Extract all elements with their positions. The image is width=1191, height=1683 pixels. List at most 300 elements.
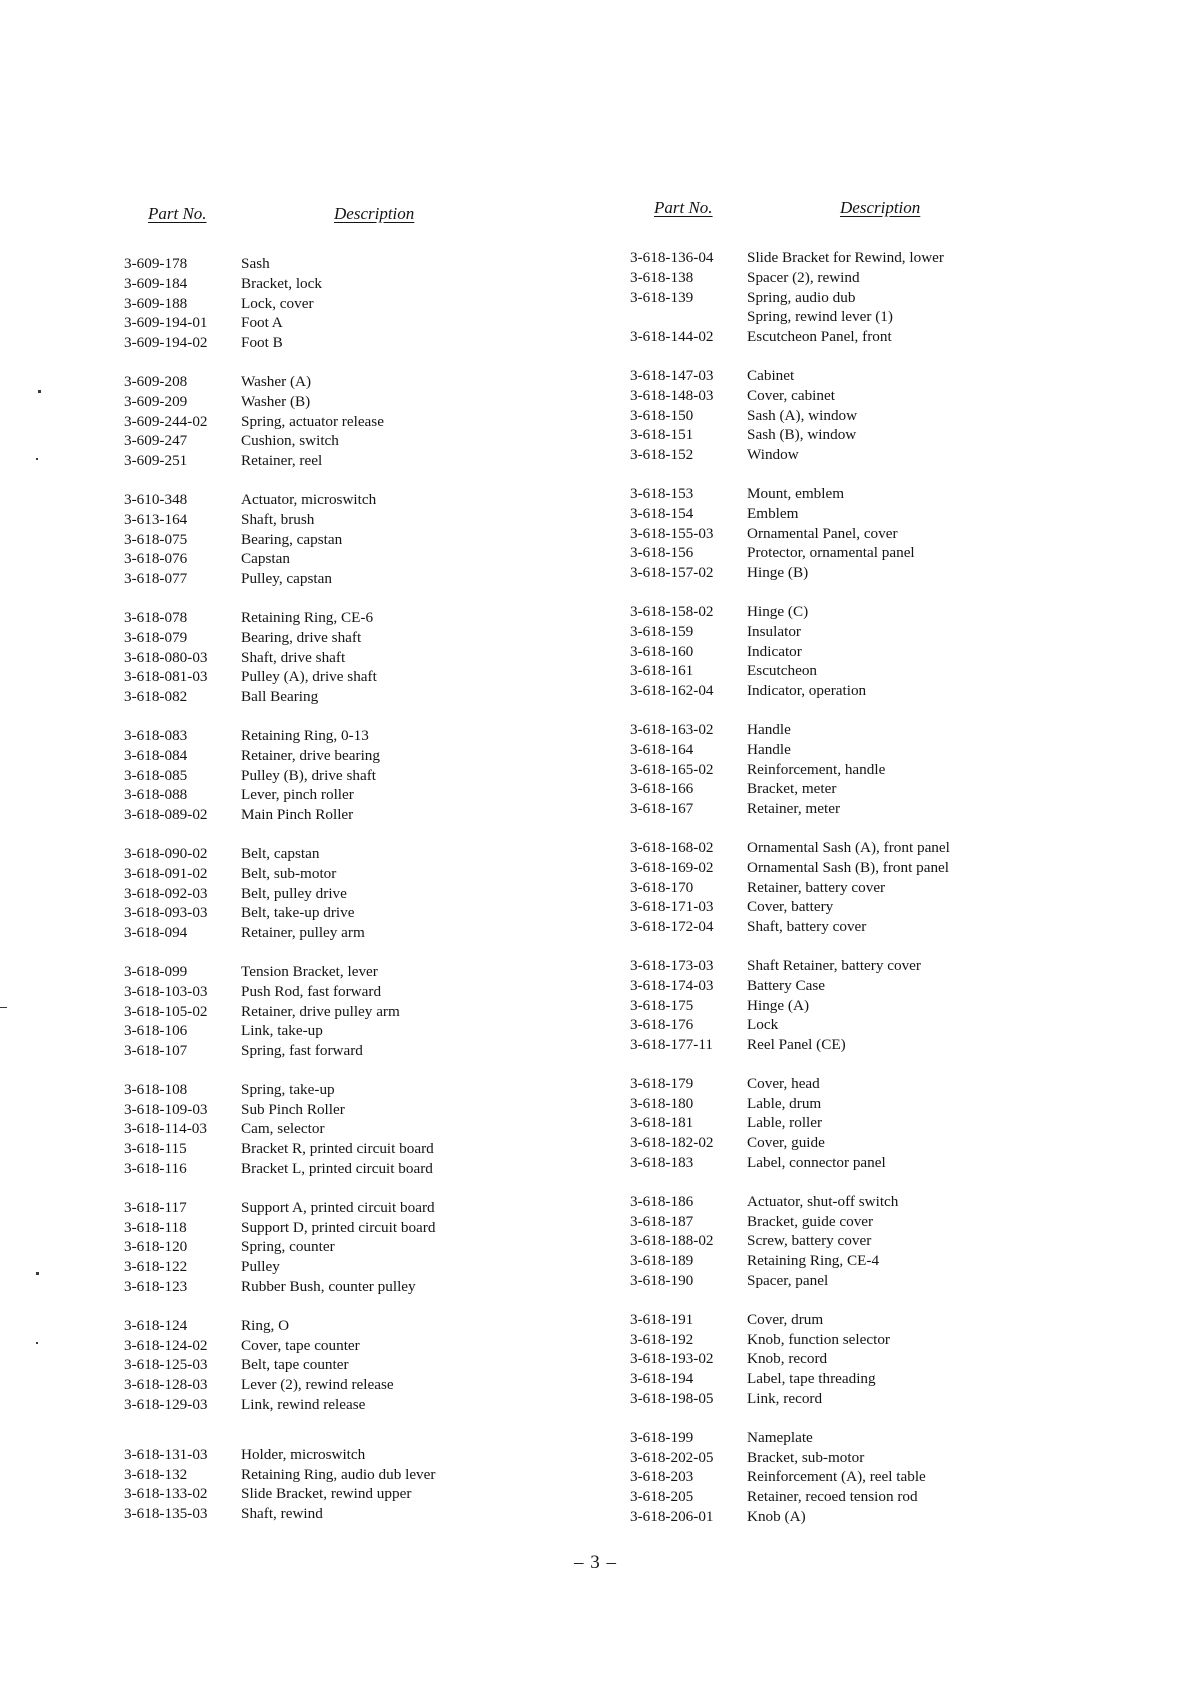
part-number: 3-618-128-03 bbox=[124, 1376, 208, 1394]
part-number: 3-618-150 bbox=[630, 406, 694, 424]
part-row bbox=[630, 1113, 1050, 1133]
part-number: 3-618-082 bbox=[124, 688, 188, 706]
part-row bbox=[630, 1467, 1050, 1487]
part-number: 3-609-184 bbox=[124, 274, 188, 292]
part-description: Handle bbox=[747, 720, 791, 738]
part-description: Belt, capstan bbox=[241, 844, 320, 862]
part-number: 3-618-085 bbox=[124, 766, 188, 784]
part-number: 3-618-155-03 bbox=[630, 524, 714, 542]
part-description: Washer (A) bbox=[241, 372, 312, 390]
part-description: Pulley (A), drive shaft bbox=[241, 668, 377, 686]
scan-speck bbox=[36, 458, 38, 460]
right-parts-list bbox=[630, 248, 1050, 1527]
part-number: 3-618-077 bbox=[124, 570, 188, 588]
part-description: Foot A bbox=[241, 314, 283, 332]
part-description: Indicator bbox=[747, 642, 802, 660]
part-number: 3-618-109-03 bbox=[124, 1100, 208, 1118]
part-number: 3-618-153 bbox=[630, 484, 694, 502]
part-number: 3-618-181 bbox=[630, 1114, 694, 1132]
part-row bbox=[124, 1445, 544, 1465]
part-description: Ornamental Sash (A), front panel bbox=[747, 838, 950, 856]
scan-speck bbox=[0, 1007, 7, 1008]
part-description: Cover, battery bbox=[747, 898, 834, 916]
part-row bbox=[630, 1487, 1050, 1507]
part-row bbox=[630, 1507, 1050, 1527]
part-description: Spacer, panel bbox=[747, 1272, 829, 1290]
part-number: 3-618-132 bbox=[124, 1465, 188, 1483]
part-description: Shaft, drive shaft bbox=[241, 648, 346, 666]
part-description: Ball Bearing bbox=[241, 688, 319, 706]
part-description: Shaft Retainer, battery cover bbox=[747, 956, 921, 974]
part-row bbox=[630, 327, 1050, 347]
part-number: 3-618-203 bbox=[630, 1468, 694, 1486]
part-row bbox=[630, 878, 1050, 898]
part-row bbox=[124, 1159, 544, 1179]
part-row bbox=[124, 726, 544, 746]
part-row bbox=[630, 445, 1050, 465]
part-description: Knob, function selector bbox=[747, 1330, 890, 1348]
part-number: 3-618-157-02 bbox=[630, 564, 714, 582]
part-description: Escutcheon Panel, front bbox=[747, 328, 892, 346]
part-number: 3-610-348 bbox=[124, 490, 188, 508]
part-row bbox=[124, 510, 544, 530]
part-row bbox=[630, 720, 1050, 740]
part-description: Holder, microswitch bbox=[241, 1445, 366, 1463]
part-number: 3-618-194 bbox=[630, 1370, 694, 1388]
part-row bbox=[124, 844, 544, 864]
part-description: Link, take-up bbox=[241, 1022, 323, 1040]
part-row bbox=[630, 602, 1050, 622]
part-number: 3-618-175 bbox=[630, 996, 694, 1014]
part-description: Handle bbox=[747, 740, 791, 758]
part-number: 3-618-094 bbox=[124, 924, 188, 942]
part-number: 3-613-164 bbox=[124, 510, 188, 528]
parts-group bbox=[630, 956, 1050, 1055]
part-number: 3-618-166 bbox=[630, 780, 694, 798]
part-description: Shaft, battery cover bbox=[747, 918, 867, 936]
part-number: 3-618-199 bbox=[630, 1428, 694, 1446]
parts-group bbox=[630, 1074, 1050, 1173]
part-row bbox=[630, 661, 1050, 681]
scan-speck bbox=[38, 390, 41, 393]
part-description: Retainer, meter bbox=[747, 800, 841, 818]
part-number: 3-618-206-01 bbox=[630, 1508, 714, 1526]
part-number: 3-618-164 bbox=[630, 740, 694, 758]
part-description: Cover, head bbox=[747, 1074, 820, 1092]
part-description: Retainer, battery cover bbox=[747, 878, 886, 896]
part-number: 3-618-179 bbox=[630, 1074, 694, 1092]
part-number: 3-618-148-03 bbox=[630, 386, 714, 404]
part-description: Bracket R, printed circuit board bbox=[241, 1140, 434, 1158]
part-row bbox=[630, 484, 1050, 504]
part-description: Support D, printed circuit board bbox=[241, 1218, 436, 1236]
part-number: 3-618-172-04 bbox=[630, 918, 714, 936]
part-row bbox=[124, 333, 544, 353]
part-description: Retaining Ring, 0-13 bbox=[241, 726, 369, 744]
parts-group bbox=[630, 1192, 1050, 1291]
part-row bbox=[124, 1198, 544, 1218]
part-row bbox=[630, 1310, 1050, 1330]
part-number: 3-618-133-02 bbox=[124, 1485, 208, 1503]
part-number: 3-618-198-05 bbox=[630, 1390, 714, 1408]
part-row bbox=[124, 274, 544, 294]
part-number: 3-618-202-05 bbox=[630, 1448, 714, 1466]
part-row bbox=[630, 1035, 1050, 1055]
part-number: 3-618-190 bbox=[630, 1272, 694, 1290]
part-description: Retaining Ring, audio dub lever bbox=[241, 1465, 436, 1483]
part-description: Lever, pinch roller bbox=[241, 786, 354, 804]
part-description: Hinge (C) bbox=[747, 602, 809, 620]
part-number: 3-609-209 bbox=[124, 392, 188, 410]
part-row bbox=[124, 687, 544, 707]
part-number: 3-609-194-01 bbox=[124, 314, 208, 332]
parts-group bbox=[124, 1080, 544, 1179]
part-row bbox=[124, 628, 544, 648]
right-column bbox=[630, 198, 1050, 1546]
part-row bbox=[630, 838, 1050, 858]
parts-group bbox=[630, 838, 1050, 937]
part-number: 3-609-251 bbox=[124, 452, 188, 470]
part-number: 3-618-105-02 bbox=[124, 1002, 208, 1020]
left-parts-list bbox=[124, 254, 544, 1524]
part-description: Shaft, rewind bbox=[241, 1505, 323, 1523]
part-description: Reinforcement (A), reel table bbox=[747, 1468, 926, 1486]
part-number: 3-609-194-02 bbox=[124, 334, 208, 352]
part-row bbox=[124, 766, 544, 786]
part-description: Spring, rewind lever (1) bbox=[747, 308, 893, 326]
part-row bbox=[630, 1330, 1050, 1350]
part-number: 3-618-163-02 bbox=[630, 720, 714, 738]
part-row bbox=[630, 1231, 1050, 1251]
part-number: 3-618-118 bbox=[124, 1218, 187, 1236]
part-number: 3-618-139 bbox=[630, 288, 694, 306]
part-description: Lable, drum bbox=[747, 1094, 822, 1112]
part-row bbox=[630, 1094, 1050, 1114]
part-row bbox=[630, 1369, 1050, 1389]
part-number: 3-618-161 bbox=[630, 662, 694, 680]
part-description: Bracket, meter bbox=[747, 780, 837, 798]
part-description: Screw, battery cover bbox=[747, 1232, 872, 1250]
part-number: 3-618-115 bbox=[124, 1140, 187, 1158]
part-number: 3-618-135-03 bbox=[124, 1505, 208, 1523]
left-column bbox=[124, 204, 544, 1543]
part-description: Reinforcement, handle bbox=[747, 760, 886, 778]
part-description: Sub Pinch Roller bbox=[241, 1100, 345, 1118]
part-description: Cabinet bbox=[747, 366, 795, 384]
part-row bbox=[630, 996, 1050, 1016]
part-description: Retainer, drive bearing bbox=[241, 746, 380, 764]
part-description: Link, record bbox=[747, 1390, 823, 1408]
parts-group bbox=[124, 1198, 544, 1297]
part-description: Indicator, operation bbox=[747, 682, 867, 700]
part-description: Bearing, capstan bbox=[241, 530, 343, 548]
part-number: 3-618-144-02 bbox=[630, 328, 714, 346]
part-description: Retainer, recoed tension rod bbox=[747, 1488, 918, 1506]
part-description: Ornamental Panel, cover bbox=[747, 524, 898, 542]
part-row bbox=[124, 1277, 544, 1297]
part-number: 3-618-168-02 bbox=[630, 838, 714, 856]
parts-group bbox=[630, 1428, 1050, 1527]
part-number: 3-618-165-02 bbox=[630, 760, 714, 778]
part-description: Label, connector panel bbox=[747, 1154, 886, 1172]
part-row bbox=[630, 288, 1050, 308]
part-number: 3-618-174-03 bbox=[630, 976, 714, 994]
part-row bbox=[124, 884, 544, 904]
part-number: 3-618-075 bbox=[124, 530, 188, 548]
part-number: 3-618-182-02 bbox=[630, 1134, 714, 1152]
part-description: Cover, cabinet bbox=[747, 386, 835, 404]
parts-group bbox=[124, 490, 544, 589]
part-number: 3-618-078 bbox=[124, 608, 188, 626]
part-description: Pulley bbox=[241, 1258, 280, 1276]
part-row bbox=[124, 530, 544, 550]
part-description: Hinge (A) bbox=[747, 996, 809, 1014]
part-description: Washer (B) bbox=[241, 392, 311, 410]
part-description: Lable, roller bbox=[747, 1114, 823, 1132]
part-number: 3-618-183 bbox=[630, 1154, 694, 1172]
parts-group bbox=[124, 726, 544, 825]
part-row bbox=[630, 406, 1050, 426]
parts-group bbox=[124, 844, 544, 943]
part-description: Cushion, switch bbox=[241, 432, 339, 450]
part-number: 3-618-189 bbox=[630, 1252, 694, 1270]
part-description: Belt, sub-motor bbox=[241, 864, 337, 882]
part-number: 3-618-186 bbox=[630, 1192, 694, 1210]
part-number: 3-618-147-03 bbox=[630, 366, 714, 384]
part-description: Bracket, guide cover bbox=[747, 1212, 874, 1230]
part-row bbox=[124, 1395, 544, 1415]
part-number: 3-618-176 bbox=[630, 1016, 694, 1034]
part-number: 3-618-154 bbox=[630, 504, 694, 522]
part-number: 3-618-081-03 bbox=[124, 668, 208, 686]
part-number: 3-618-125-03 bbox=[124, 1356, 208, 1374]
part-row bbox=[124, 1041, 544, 1061]
part-number: 3-618-106 bbox=[124, 1022, 188, 1040]
part-description: Sash bbox=[241, 255, 270, 272]
part-row bbox=[630, 740, 1050, 760]
part-row bbox=[630, 897, 1050, 917]
part-description: Window bbox=[747, 446, 799, 464]
part-number: 3-618-080-03 bbox=[124, 648, 208, 666]
part-row bbox=[630, 1015, 1050, 1035]
parts-group bbox=[124, 962, 544, 1061]
parts-group bbox=[124, 608, 544, 707]
part-description: Lock, cover bbox=[241, 294, 314, 312]
part-description: Retaining Ring, CE-6 bbox=[241, 608, 374, 626]
part-number: 3-618-103-03 bbox=[124, 982, 208, 1000]
part-number: 3-618-120 bbox=[124, 1238, 188, 1256]
part-number: 3-618-089-02 bbox=[124, 806, 208, 824]
part-description: Hinge (B) bbox=[747, 564, 809, 582]
part-description: Nameplate bbox=[747, 1428, 813, 1446]
part-row bbox=[124, 1218, 544, 1238]
part-description: Slide Bracket for Rewind, lower bbox=[747, 249, 944, 266]
parts-group bbox=[124, 1445, 544, 1524]
part-number: 3-618-108 bbox=[124, 1080, 188, 1098]
part-description: Push Rod, fast forward bbox=[241, 982, 382, 1000]
part-row bbox=[124, 451, 544, 471]
part-description: Shaft, brush bbox=[241, 510, 315, 528]
part-description: Capstan bbox=[241, 550, 290, 568]
parts-group bbox=[630, 484, 1050, 583]
part-row bbox=[124, 254, 544, 274]
part-row bbox=[630, 1251, 1050, 1271]
part-description: Tension Bracket, lever bbox=[241, 962, 378, 980]
part-description: Bearing, drive shaft bbox=[241, 628, 362, 646]
part-row bbox=[630, 425, 1050, 445]
part-description: Cover, tape counter bbox=[241, 1336, 360, 1354]
part-description: Mount, emblem bbox=[747, 484, 845, 502]
part-row bbox=[124, 805, 544, 825]
part-number: 3-609-178 bbox=[124, 255, 188, 272]
part-row bbox=[124, 1336, 544, 1356]
part-row bbox=[630, 917, 1050, 937]
part-description: Belt, take-up drive bbox=[241, 904, 355, 922]
part-description: Retainer, reel bbox=[241, 452, 323, 470]
part-row bbox=[124, 962, 544, 982]
part-number: 3-618-079 bbox=[124, 628, 188, 646]
part-description: Bracket, sub-motor bbox=[747, 1448, 865, 1466]
part-number: 3-618-187 bbox=[630, 1212, 694, 1230]
part-number: 3-618-114-03 bbox=[124, 1120, 207, 1138]
part-number: 3-618-092-03 bbox=[124, 884, 208, 902]
part-number: 3-618-188-02 bbox=[630, 1232, 714, 1250]
part-description: Sash (A), window bbox=[747, 406, 858, 424]
scan-speck bbox=[36, 1342, 38, 1344]
part-row bbox=[630, 858, 1050, 878]
part-row bbox=[630, 976, 1050, 996]
part-description: Ring, O bbox=[241, 1316, 290, 1334]
part-row bbox=[124, 372, 544, 392]
parts-group bbox=[630, 720, 1050, 819]
part-row bbox=[630, 1428, 1050, 1448]
part-number: 3-609-188 bbox=[124, 294, 188, 312]
part-row bbox=[630, 1212, 1050, 1232]
part-description: Lever (2), rewind release bbox=[241, 1376, 394, 1394]
part-row bbox=[630, 642, 1050, 662]
parts-group bbox=[630, 602, 1050, 701]
part-description: Pulley (B), drive shaft bbox=[241, 766, 376, 784]
part-row bbox=[124, 1316, 544, 1336]
part-description: Cam, selector bbox=[241, 1120, 325, 1138]
part-number: 3-618-160 bbox=[630, 642, 694, 660]
part-row bbox=[124, 392, 544, 412]
part-description: Label, tape threading bbox=[747, 1370, 876, 1388]
part-row bbox=[630, 366, 1050, 386]
part-row bbox=[124, 667, 544, 687]
part-description: Lock bbox=[747, 1016, 779, 1034]
part-number: 3-618-167 bbox=[630, 800, 694, 818]
part-row bbox=[124, 1139, 544, 1159]
part-number: 3-618-170 bbox=[630, 878, 694, 896]
part-row bbox=[630, 1153, 1050, 1173]
part-row bbox=[630, 504, 1050, 524]
part-description: Actuator, shut-off switch bbox=[747, 1192, 899, 1210]
part-number: 3-618-129-03 bbox=[124, 1396, 208, 1414]
part-row bbox=[630, 1074, 1050, 1094]
part-description: Slide Bracket, rewind upper bbox=[241, 1485, 412, 1503]
parts-group bbox=[630, 366, 1050, 465]
part-row bbox=[124, 313, 544, 333]
part-row bbox=[124, 608, 544, 628]
part-row bbox=[124, 1100, 544, 1120]
part-row bbox=[124, 1375, 544, 1395]
part-row bbox=[630, 760, 1050, 780]
parts-group bbox=[124, 372, 544, 471]
part-number: 3-618-090-02 bbox=[124, 844, 208, 862]
part-number: 3-618-192 bbox=[630, 1330, 694, 1348]
part-row bbox=[630, 386, 1050, 406]
part-description: Insulator bbox=[747, 622, 801, 640]
part-number: 3-618-171-03 bbox=[630, 898, 714, 916]
part-description: Retainer, pulley arm bbox=[241, 924, 365, 942]
part-description: Spacer (2), rewind bbox=[747, 268, 860, 286]
page-number: – 3 – bbox=[574, 1552, 617, 1573]
part-description: Spring, take-up bbox=[241, 1080, 335, 1098]
part-description: Spring, actuator release bbox=[241, 412, 384, 430]
part-description: Pulley, capstan bbox=[241, 570, 332, 588]
part-description: Bracket, lock bbox=[241, 274, 322, 292]
part-row bbox=[630, 1349, 1050, 1369]
part-row bbox=[124, 1484, 544, 1504]
part-row bbox=[124, 294, 544, 314]
part-no-heading: Part No. bbox=[148, 204, 207, 223]
part-row bbox=[124, 490, 544, 510]
part-number: 3-618-158-02 bbox=[630, 602, 714, 620]
part-description: Cover, drum bbox=[747, 1310, 824, 1328]
part-number: 3-618-205 bbox=[630, 1488, 694, 1506]
parts-group bbox=[630, 248, 1050, 347]
part-row bbox=[124, 431, 544, 451]
part-description: Spring, fast forward bbox=[241, 1042, 363, 1060]
part-description: Belt, pulley drive bbox=[241, 884, 347, 902]
part-row bbox=[124, 648, 544, 668]
part-row bbox=[124, 746, 544, 766]
part-number: 3-618-083 bbox=[124, 726, 188, 744]
part-number: 3-618-169-02 bbox=[630, 858, 714, 876]
part-description: Retainer, drive pulley arm bbox=[241, 1002, 400, 1020]
part-number: 3-618-091-02 bbox=[124, 864, 208, 882]
part-number: 3-609-208 bbox=[124, 372, 188, 390]
part-row bbox=[630, 1192, 1050, 1212]
part-row bbox=[630, 956, 1050, 976]
part-number: 3-618-122 bbox=[124, 1258, 188, 1276]
part-number: 3-618-131-03 bbox=[124, 1445, 208, 1463]
part-description: Protector, ornamental panel bbox=[747, 544, 915, 562]
part-row bbox=[124, 549, 544, 569]
part-number: 3-618-076 bbox=[124, 550, 188, 568]
part-row bbox=[124, 1257, 544, 1277]
part-row bbox=[124, 785, 544, 805]
part-row bbox=[630, 307, 1050, 327]
part-number bbox=[630, 307, 747, 327]
part-description: Rubber Bush, counter pulley bbox=[241, 1278, 416, 1296]
part-number: 3-618-151 bbox=[630, 426, 694, 444]
part-row bbox=[630, 681, 1050, 701]
part-row bbox=[630, 779, 1050, 799]
part-row bbox=[630, 799, 1050, 819]
left-column-header bbox=[124, 204, 544, 232]
part-description: Ornamental Sash (B), front panel bbox=[747, 858, 950, 876]
part-description: Spring, audio dub bbox=[747, 288, 856, 306]
part-description: Actuator, microswitch bbox=[241, 490, 377, 508]
part-number: 3-609-244-02 bbox=[124, 412, 208, 430]
part-row bbox=[124, 1355, 544, 1375]
parts-group bbox=[124, 1316, 544, 1415]
part-description: Sash (B), window bbox=[747, 426, 857, 444]
part-number: 3-618-123 bbox=[124, 1278, 188, 1296]
part-number: 3-618-093-03 bbox=[124, 904, 208, 922]
